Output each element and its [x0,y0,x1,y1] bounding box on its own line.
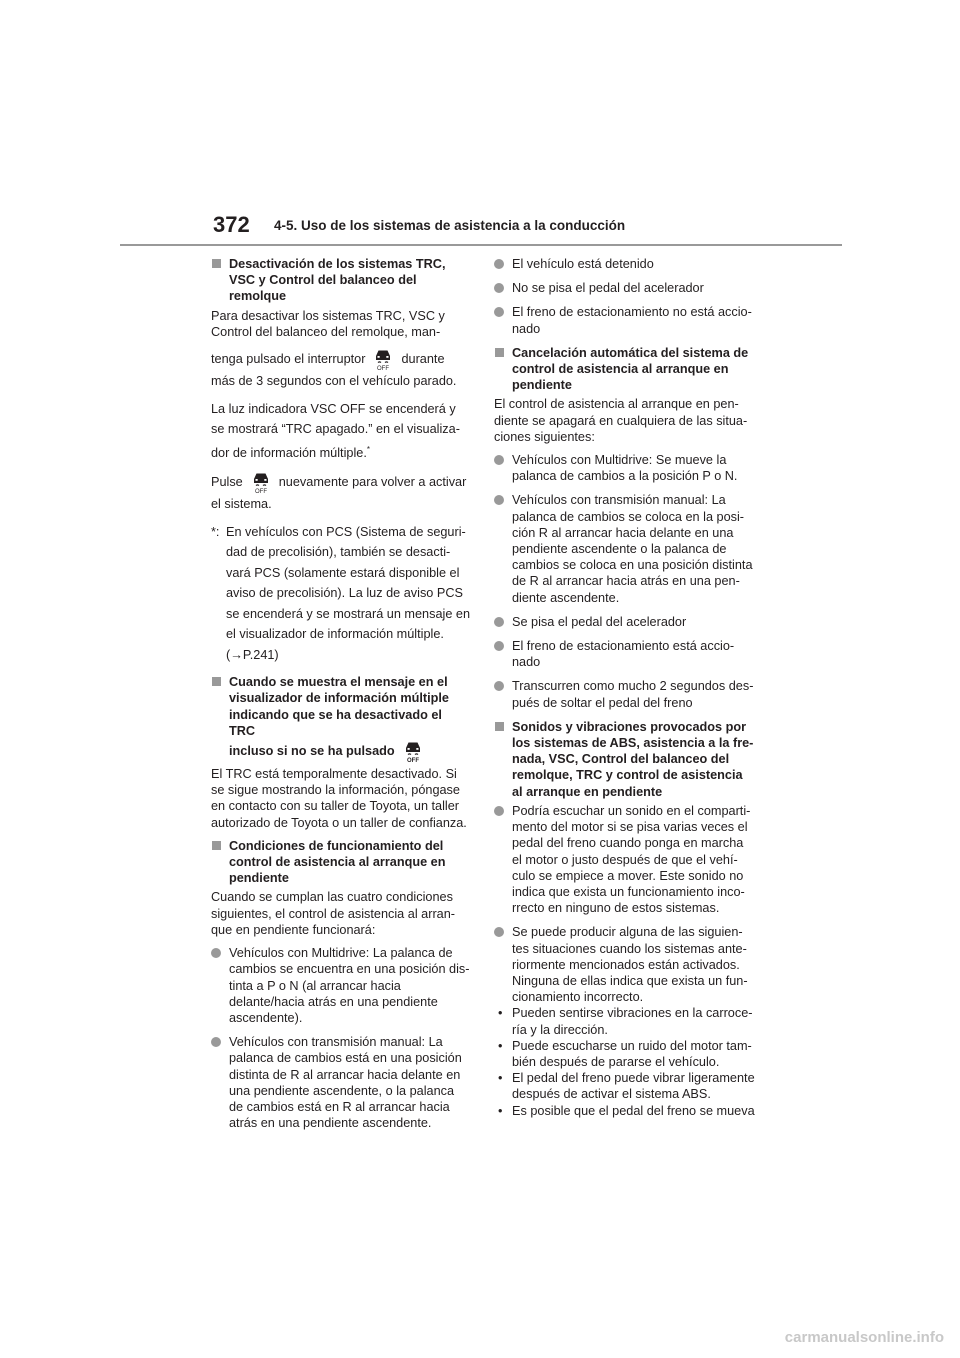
paragraph-reactivate: Pulse OFF nuevamente para volver a activar el sistema. [211,470,471,515]
bullet-dot-icon [494,259,504,269]
vsc-off-switch-icon [249,470,273,494]
right-column [494,256,756,1119]
paragraph: El control de asistencia al arranque en pen- diente se apagará en cualquiera de las situa- ciones siguientes: [494,397,748,444]
bullet-dot-icon [494,495,504,505]
bullet-dot-icon [494,307,504,317]
section-title: 4-5. Uso de los sistemas de asistencia a la conducción [274,218,626,233]
heading-square-icon [212,677,221,686]
paragraph-switch: tenga pulsado el interruptor OFF durante más de 3 segundos con el vehículo parado. [211,347,471,392]
sub-list-item: • Es posible que el pedal del freno se mueva [498,1103,755,1118]
vsc-off-switch-icon [401,739,425,763]
list-item: Transcurren como mucho 2 segundos des- pués de soltar el pedal del freno [494,678,756,710]
footnote: *: En vehículos con PCS (Sistema de seguri- dad de precolisión), también se desacti- vará PCS (solamente estará disponible el aviso de precolisión). La luz de aviso PCS se encenderá y se mostrará un mensaje en el visualizador de información múltiple. (→P.241) [211,524,471,662]
svg-text:OFF: OFF [254,489,267,495]
sub-list-item: • Puede escucharse un ruido del motor tam- bién después de pararse el vehículo. [498,1038,752,1069]
heading-mensaje-trc: Cuando se muestra el mensaje en el visualizador de información múltiple indicando que se ha desactivado el TRC incluso si no se ha pulsado OFF [211,674,471,763]
heading-square-icon [212,259,221,268]
sub-list-item: • Pueden sentirse vibraciones en la carroce- ría y la dirección. [498,1006,753,1037]
watermark: carmanualsonline.info [784,1329,944,1346]
list-item: Podría escuchar un sonido en el comparti- mento del motor si se pisa varias veces el pedal del freno cuando ponga en marcha el motor o justo después de que el vehí- culo se empiece a mover. Este sonido no indica que exista un funcionamiento inco- rrecto en ninguno de estos sistemas. [494,803,756,916]
left-column [211,256,471,1139]
heading-square-icon [212,841,221,850]
list-item: No se pisa el pedal del acelerador [494,280,756,296]
bullet-dot-icon [494,927,504,937]
list-item: Vehículos con Multidrive: Se mueve la palanca de cambios a la posición P o N. [494,452,756,484]
heading-desactivacion: Desactivación de los sistemas TRC, VSC y Control del balanceo del remolque [211,256,471,305]
bullet-dot-icon [494,283,504,293]
heading-sonidos: Sonidos y vibraciones provocados por los sistemas de ABS, asistencia a la fre- nada, VSC, Control del balanceo del remolque, TRC y control de asistencia al arranque en pendiente [494,719,756,800]
bullet-dot-icon [494,681,504,691]
sub-list-item: • El pedal del freno puede vibrar ligeramente después de activar el sistema ABS. [498,1071,755,1102]
bullet-dot-icon [494,455,504,465]
list-item: El freno de estacionamiento está accio- nado [494,638,756,670]
list-item: Vehículos con Multidrive: La palanca de cambios se encuentra en una posición dis- tinta a P o N (al arrancar hacia delante/hacia atrás en una pendiente ascendente). [211,945,471,1026]
bullet-dot-icon [211,948,221,958]
heading-condiciones: Condiciones de funcionamiento del control de asistencia al arranque en pendiente [211,838,471,887]
paragraph: El TRC está temporalmente desactivado. Si se sigue mostrando la información, póngase en contacto con su taller de Toyota, un taller autorizado de Toyota o un taller de confianza. [211,767,467,830]
paragraph: Cuando se cumplan las cuatro condiciones siguientes, el control de asistencia al arran- que en pendiente funcionará: [211,890,456,937]
bullet-dot-icon [211,1037,221,1047]
heading-square-icon [495,722,504,731]
header-divider [120,244,842,246]
list-item: Se puede producir alguna de las siguien- tes situaciones cuando los sistemas ante- riormente mencionados están activados. Ninguna de ellas indica que exista un fun- cionamiento incorrecto. [494,924,756,1005]
list-item: El freno de estacionamiento no está accio- nado [494,304,756,336]
bullet-dot-icon [494,641,504,651]
vsc-off-switch-icon [371,347,395,371]
list-item: Vehículos con transmisión manual: La palanca de cambios se coloca en la posi- ción R al arrancar hacia delante en una pendiente ascendente o la palanca de cambios se coloca en una posición distinta de R al arrancar hacia atrás en una pen- diente ascendente. [494,492,756,605]
paragraph: Para desactivar los sistemas TRC, VSC y Control del balanceo del remolque, man- [211,308,445,339]
paragraph-indicator: La luz indicadora VSC OFF se encenderá y se mostrará “TRC apagado.” en el visualiza- dor de información múltiple.* [211,401,460,460]
bullet-dot-icon [494,617,504,627]
svg-text:OFF: OFF [377,366,390,372]
heading-square-icon [495,348,504,357]
page-number: 372 [213,212,250,237]
svg-text:OFF: OFF [406,758,419,764]
list-item: Se pisa el pedal del acelerador [494,614,756,630]
list-item: Vehículos con transmisión manual: La palanca de cambios está en una posición distinta de R al arrancar hacia delante en una pendiente ascendente, o la palanca de cambios está en R al arrancar hacia atrás en una pendiente ascendente. [211,1034,471,1131]
list-item: El vehículo está detenido [494,256,756,272]
bullet-dot-icon [494,806,504,816]
heading-cancelacion: Cancelación automática del sistema de control de asistencia al arranque en pendiente [494,345,756,394]
